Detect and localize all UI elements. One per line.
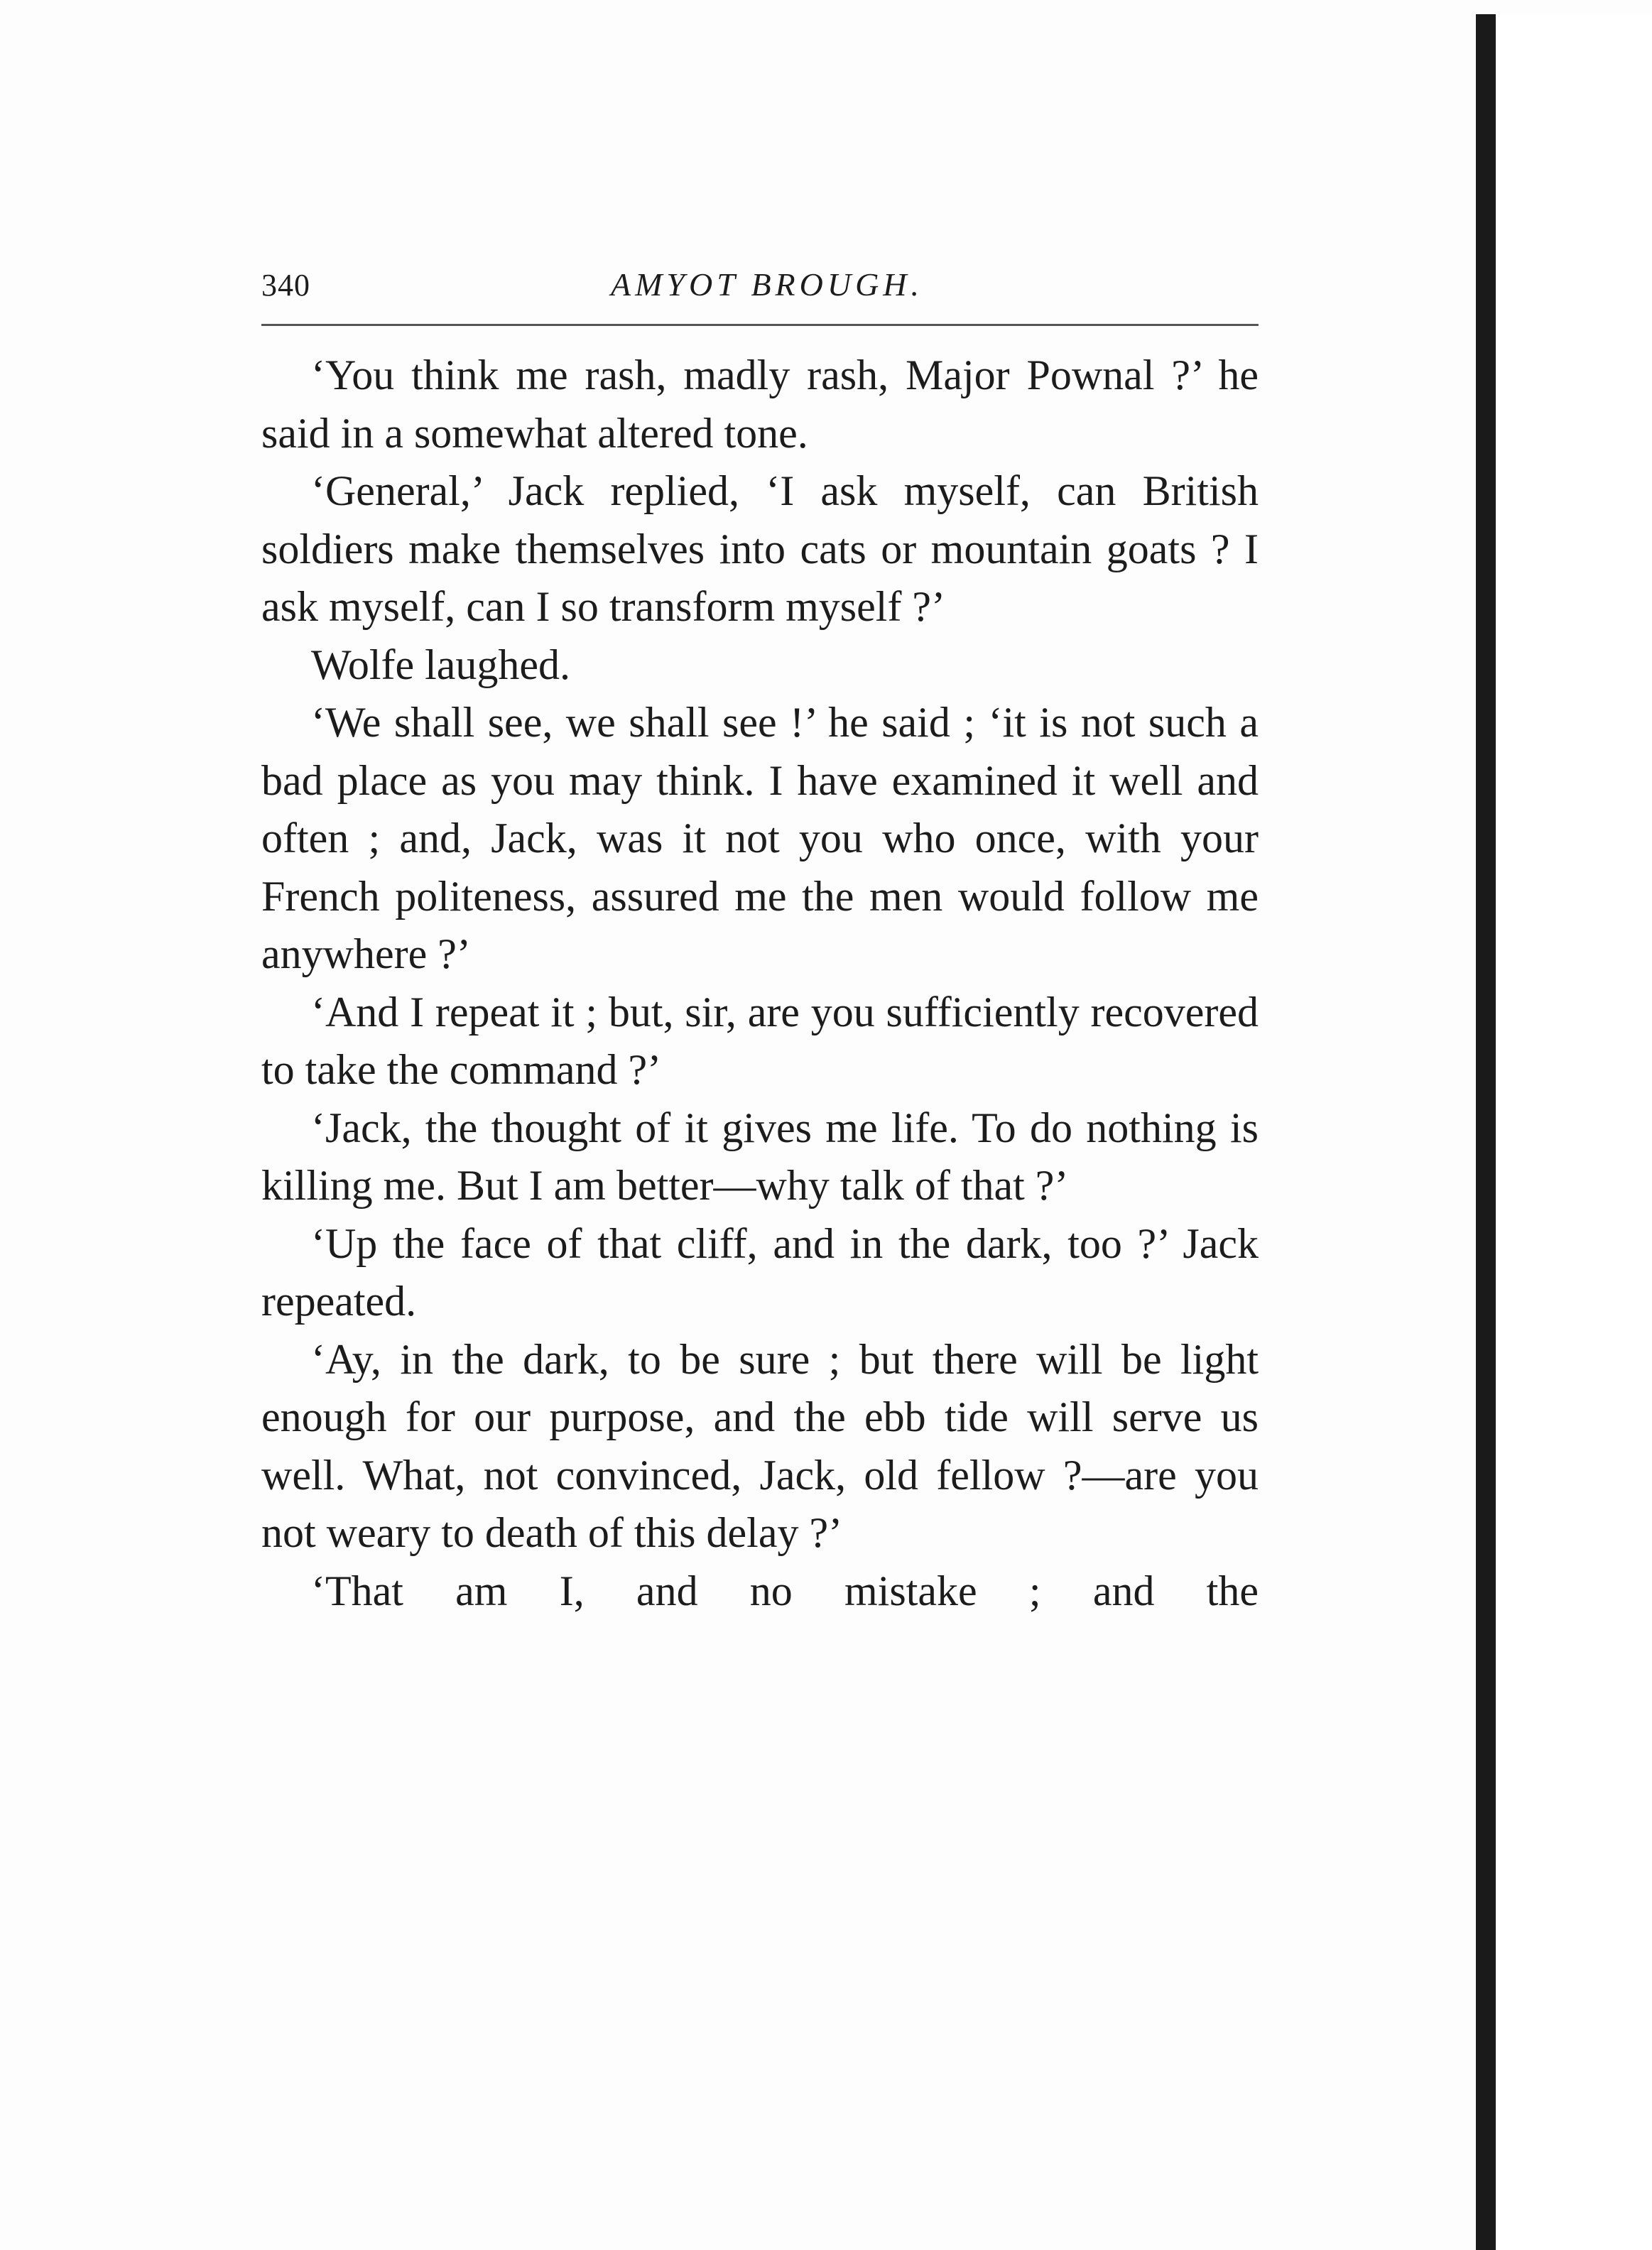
book-spine-shadow <box>1476 14 1496 2250</box>
paragraph: ‘And I repeat it ; but, sir, are you sufficiently recovered to take the command ?’ <box>261 988 1259 1093</box>
page-margin-edge <box>1496 14 1652 2250</box>
paragraph: ‘That am I, and no mistake ; and the <box>311 1567 1259 1614</box>
running-title: AMYOT BROUGH. <box>610 266 924 303</box>
paragraph: ‘General,’ Jack replied, ‘I ask myself, can British soldiers make themselves into cats or mountain goats ? I ask myself, can I so transform myself ?’ <box>261 467 1259 630</box>
paragraph: ‘Ay, in the dark, to be sure ; but there will be light enough for our purpose, and the ebb tide will serve us well. What, not convinced, Jack, old fellow ?—are you not weary to death of this delay ?’ <box>261 1335 1259 1556</box>
paragraph: ‘Up the face of that cliff, and in the dark, too ?’ Jack repeated. <box>261 1219 1259 1325</box>
paragraph: ‘We shall see, we shall see !’ he said ; ‘it is not such a bad place as you may think. I have examined it well and often ; and, Jack, was it not you who once, with your French politeness, assured me the men would follow me anywhere ?’ <box>261 699 1259 977</box>
body-text <box>261 347 1259 1620</box>
paragraph: ‘Jack, the thought of it gives me life. To do nothing is killing me. But I am better—why talk of that ?’ <box>261 1104 1259 1209</box>
paragraph: Wolfe laughed. <box>311 641 571 688</box>
page-number: 340 <box>261 268 310 303</box>
paragraph: ‘You think me rash, madly rash, Major Pownal ?’ he said in a somewhat altered tone. <box>261 352 1259 457</box>
running-header <box>261 263 1259 320</box>
header-rule <box>261 324 1259 326</box>
